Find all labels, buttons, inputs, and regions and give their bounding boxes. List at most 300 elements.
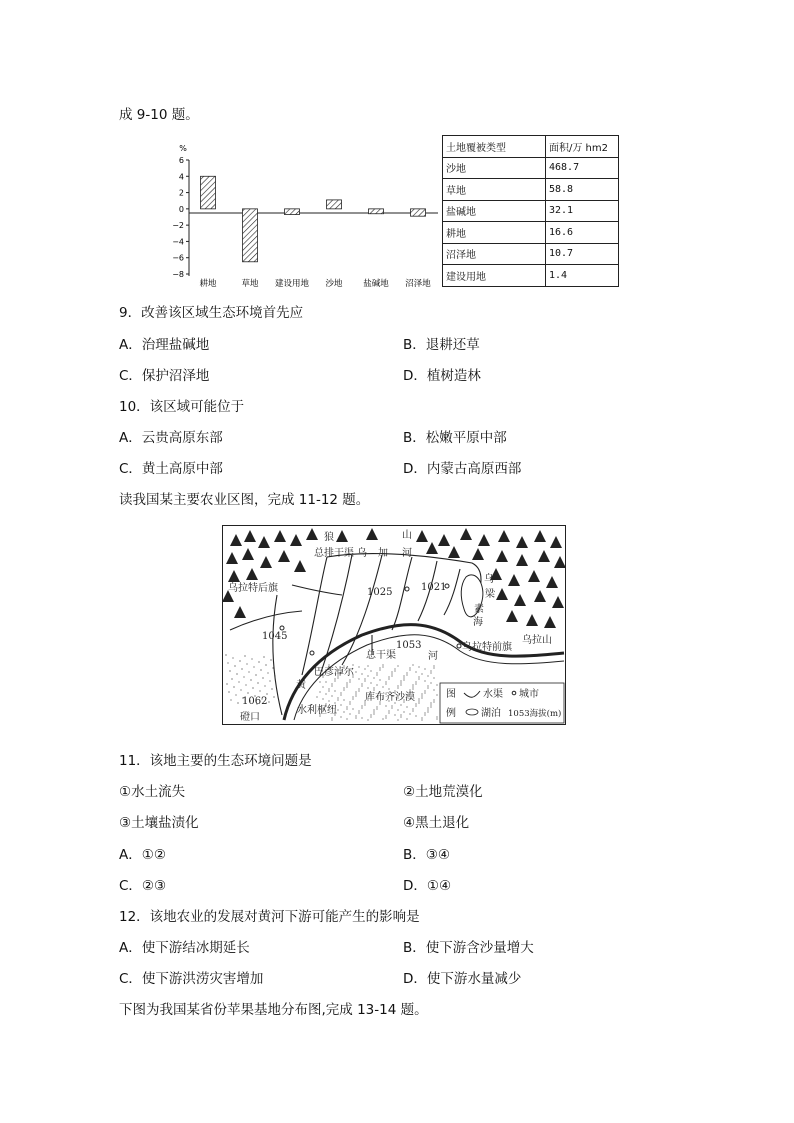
desert-dot	[424, 668, 425, 669]
table-row	[443, 179, 619, 201]
desert-dot	[231, 678, 232, 679]
desert-dot	[352, 708, 353, 709]
desert-dot	[334, 680, 335, 681]
desert-dot	[382, 718, 383, 719]
desert-dot	[319, 691, 320, 692]
table-header-row	[443, 136, 619, 158]
y-tick-label: 4	[178, 172, 184, 182]
map-label-he-top: 河	[402, 548, 412, 559]
desert-dot	[352, 696, 353, 697]
desert-dot	[270, 659, 271, 660]
desert-dot	[430, 702, 431, 703]
desert-dot	[394, 714, 395, 715]
desert-dot	[373, 713, 374, 714]
map-label-e1025: 1025	[367, 587, 393, 598]
legend-lake-icon	[466, 709, 478, 715]
map-label-su: 素	[474, 604, 484, 615]
x-category-label: 沼泽地	[405, 279, 431, 289]
legend-city: 城市	[519, 689, 539, 700]
desert-dot	[229, 670, 230, 671]
desert-dot	[239, 660, 240, 661]
desert-dot	[382, 666, 383, 667]
desert-dot	[430, 672, 431, 673]
intro-text-11-12: 读我国某主要农业区图，完成 11-12 题。	[119, 492, 370, 508]
desert-dot	[379, 667, 380, 668]
desert-dot	[370, 714, 371, 715]
desert-dot	[409, 669, 410, 670]
desert-dot	[367, 665, 368, 666]
desert-dot	[240, 689, 241, 690]
map-label-wulatehouqi: 乌拉特后旗	[228, 583, 278, 594]
table-cell: 沙地	[443, 157, 546, 179]
desert-dot	[424, 712, 425, 713]
desert-dot	[400, 682, 401, 683]
desert-dot	[388, 676, 389, 677]
desert-dot	[373, 709, 374, 710]
desert-dot	[391, 707, 392, 708]
desert-dot	[391, 673, 392, 674]
desert-dot	[436, 718, 437, 719]
q11-option-a[interactable]: A．①②	[119, 847, 166, 863]
desert-dot	[376, 672, 377, 673]
desert-dot	[226, 683, 227, 684]
desert-dot	[418, 666, 419, 667]
q11-option-d[interactable]: D．①④	[403, 878, 452, 894]
table-cell: 16.6	[546, 222, 619, 244]
desert-dot	[433, 677, 434, 678]
desert-dot	[412, 708, 413, 709]
desert-dot	[355, 695, 356, 696]
desert-dot	[235, 694, 236, 695]
map-label-lang: 狼	[324, 532, 334, 543]
desert-dot	[230, 699, 231, 700]
desert-dot	[355, 671, 356, 672]
y-axis-unit: %	[179, 144, 187, 153]
map-label-zongganqu: 总干渠	[366, 650, 396, 661]
q12-option-b[interactable]: B．使下游含沙量增大	[403, 940, 534, 956]
desert-dot	[412, 664, 413, 665]
desert-dot	[340, 716, 341, 717]
desert-dot	[385, 717, 386, 718]
desert-dot	[355, 693, 356, 694]
y-tick-label: −2	[172, 221, 184, 231]
desert-dot	[253, 666, 254, 667]
desert-dot	[358, 690, 359, 691]
desert-dot	[364, 668, 365, 669]
desert-dot	[361, 717, 362, 718]
desert-dot	[415, 715, 416, 716]
desert-dot	[331, 683, 332, 684]
desert-dot	[433, 699, 434, 700]
desert-dot	[250, 679, 251, 680]
desert-dot	[340, 694, 341, 695]
desert-dot	[260, 669, 261, 670]
desert-dot	[424, 680, 425, 681]
desert-dot	[418, 678, 419, 679]
x-category-label: 建设用地	[274, 279, 310, 289]
desert-dot	[433, 701, 434, 702]
desert-dot	[436, 716, 437, 717]
desert-dot	[430, 670, 431, 671]
x-category-label: 草地	[241, 279, 259, 289]
desert-dot	[373, 689, 374, 690]
q10-option-c[interactable]: C．黄土高原中部	[119, 461, 223, 477]
desert-dot	[427, 707, 428, 708]
desert-dot	[252, 687, 253, 688]
desert-dot	[343, 687, 344, 688]
q12-option-d[interactable]: D．使下游水量减少	[403, 971, 522, 987]
desert-dot	[361, 673, 362, 674]
desert-dot	[427, 687, 428, 688]
desert-dot	[415, 705, 416, 706]
desert-dot	[436, 694, 437, 695]
desert-dot	[251, 658, 252, 659]
map-label-e1021: 1021	[421, 582, 447, 593]
y-tick-label: 0	[178, 204, 184, 214]
desert-dot	[248, 671, 249, 672]
desert-dot	[352, 664, 353, 665]
x-category-label: 沙地	[325, 279, 343, 289]
desert-dot	[391, 671, 392, 672]
q10-option-d[interactable]: D．内蒙古高原西部	[403, 461, 522, 477]
table-row	[443, 222, 619, 244]
desert-dot	[409, 667, 410, 668]
desert-dot	[385, 683, 386, 684]
map-label-e1053: 1053	[396, 640, 422, 651]
desert-dot	[361, 705, 362, 706]
table-cell: 沼泽地	[443, 243, 546, 265]
desert-dot	[427, 711, 428, 712]
table-cell: 盐碱地	[443, 200, 546, 222]
desert-dot	[388, 712, 389, 713]
desert-dot	[376, 708, 377, 709]
map-label-e1062: 1062	[242, 696, 268, 707]
desert-dot	[264, 685, 265, 686]
desert-dot	[334, 690, 335, 691]
table-row	[443, 157, 619, 179]
desert-dot	[373, 711, 374, 712]
table-cell: 32.1	[546, 200, 619, 222]
desert-dot	[243, 676, 244, 677]
desert-dot	[367, 719, 368, 720]
desert-dot	[247, 692, 248, 693]
desert-dot	[400, 714, 401, 715]
desert-dot	[237, 702, 238, 703]
q9-option-c[interactable]: C．保护沼泽地	[119, 368, 210, 384]
q12-option-a[interactable]: A．使下游结冰期延长	[119, 940, 250, 956]
map-label-bayannaoer: 巴彦淖尔	[314, 667, 354, 678]
map-label-wulashan: 乌拉山	[522, 635, 552, 646]
q12-option-c[interactable]: C．使下游洪涝灾害增加	[119, 971, 264, 987]
desert-dot	[343, 711, 344, 712]
desert-dot	[337, 697, 338, 698]
desert-dot	[400, 704, 401, 705]
desert-dot	[379, 703, 380, 704]
desert-dot	[385, 681, 386, 682]
land-change-bar-chart	[168, 138, 440, 290]
desert-dot	[319, 681, 320, 682]
desert-dot	[355, 717, 356, 718]
desert-dot	[244, 655, 245, 656]
desert-dot	[343, 699, 344, 700]
desert-dot	[238, 681, 239, 682]
desert-dot	[225, 654, 226, 655]
desert-dot	[421, 697, 422, 698]
desert-dot	[400, 716, 401, 717]
land-cover-table	[442, 135, 619, 287]
legend-canal: 水渠	[483, 689, 503, 700]
legend-tu: 图	[446, 689, 456, 700]
desert-dot	[421, 717, 422, 718]
table-row	[443, 200, 619, 222]
table-cell: 草地	[443, 179, 546, 201]
map-label-liang: 梁	[485, 589, 495, 600]
desert-dot	[418, 702, 419, 703]
q9-option-a[interactable]: A．治理盐碱地	[119, 337, 210, 353]
desert-dot	[346, 684, 347, 685]
desert-dot	[409, 713, 410, 714]
desert-dot	[406, 672, 407, 673]
desert-dot	[400, 684, 401, 685]
desert-dot	[379, 679, 380, 680]
q10-option-a[interactable]: A．云贵高原东部	[119, 430, 223, 446]
q11-statement-3: ③土壤盐渍化	[119, 815, 199, 831]
desert-dot	[322, 698, 323, 699]
desert-dot	[376, 674, 377, 675]
desert-dot	[271, 688, 272, 689]
desert-dot	[394, 670, 395, 671]
desert-dot	[421, 719, 422, 720]
legend-elev: 1053海拔(m)	[508, 709, 562, 719]
desert-dot	[403, 711, 404, 712]
question-12-stem: 12．该地农业的发展对黄河下游可能产生的影响是	[119, 909, 420, 925]
bar-2	[285, 209, 300, 215]
map-label-zongpai: 总排干渠	[314, 548, 354, 559]
table-header-area: 面积/万 hm2	[546, 136, 619, 158]
desert-dot	[236, 673, 237, 674]
table-cell: 58.8	[546, 179, 619, 201]
desert-dot	[228, 691, 229, 692]
table-row	[443, 265, 619, 287]
legend-lake: 湖泊	[481, 708, 501, 719]
desert-dot	[328, 700, 329, 701]
desert-dot	[233, 686, 234, 687]
desert-dot	[331, 719, 332, 720]
desert-dot	[418, 698, 419, 699]
desert-dot	[415, 681, 416, 682]
legend-li: 例	[446, 708, 456, 719]
map-label-jia: 加	[378, 548, 388, 559]
table-cell: 1.4	[546, 265, 619, 287]
desert-dot	[412, 688, 413, 689]
bar-4	[369, 209, 384, 214]
y-tick-label: 6	[178, 156, 184, 165]
desert-dot	[421, 693, 422, 694]
map-label-hai: 海	[473, 617, 483, 628]
desert-dot	[415, 703, 416, 704]
table-cell: 468.7	[546, 157, 619, 179]
map-legend	[440, 683, 564, 723]
q11-option-b[interactable]: B．③④	[403, 847, 450, 863]
desert-dot	[385, 705, 386, 706]
table-header-type: 土地覆被类型	[443, 136, 546, 158]
desert-dot	[263, 656, 264, 657]
desert-dot	[373, 687, 374, 688]
y-tick-label: −4	[172, 237, 184, 247]
desert-dot	[273, 696, 274, 697]
desert-dot	[427, 675, 428, 676]
desert-dot	[361, 683, 362, 684]
desert-dot	[415, 671, 416, 672]
desert-dot	[388, 678, 389, 679]
bar-1	[243, 209, 258, 262]
desert-dot	[331, 717, 332, 718]
desert-dot	[364, 704, 365, 705]
desert-dot	[421, 673, 422, 674]
desert-dot	[241, 668, 242, 669]
desert-dot	[412, 710, 413, 711]
q9-option-d[interactable]: D．植树造林	[403, 368, 481, 384]
desert-dot	[246, 663, 247, 664]
desert-dot	[355, 691, 356, 692]
desert-dot	[424, 714, 425, 715]
map-label-huang: 黄	[296, 680, 306, 691]
desert-dot	[266, 693, 267, 694]
desert-dot	[358, 688, 359, 689]
desert-dot	[397, 709, 398, 710]
desert-dot	[346, 708, 347, 709]
desert-dot	[415, 683, 416, 684]
desert-dot	[358, 666, 359, 667]
q11-statement-2: ②土地荒漠化	[403, 784, 483, 800]
desert-dot	[376, 706, 377, 707]
map-label-wujia: 乌	[357, 548, 367, 559]
question-10-stem: 10．该区域可能位于	[119, 399, 245, 415]
desert-dot	[349, 681, 350, 682]
desert-dot	[325, 693, 326, 694]
desert-dot	[328, 664, 329, 665]
desert-dot	[433, 667, 434, 668]
y-tick-label: 2	[178, 188, 184, 198]
table-cell: 耕地	[443, 222, 546, 244]
desert-dot	[343, 689, 344, 690]
desert-dot	[373, 677, 374, 678]
desert-dot	[340, 704, 341, 705]
desert-dot	[358, 710, 359, 711]
desert-dot	[403, 675, 404, 676]
desert-dot	[346, 718, 347, 719]
desert-dot	[424, 690, 425, 691]
desert-dot	[406, 674, 407, 675]
y-tick-label: −8	[172, 270, 184, 279]
desert-dot	[349, 679, 350, 680]
desert-dot	[322, 686, 323, 687]
y-tick-label: −6	[172, 253, 184, 263]
intro-text-13-14: 下图为我国某省份苹果基地分布图,完成 13-14 题。	[119, 1002, 428, 1018]
desert-dot	[346, 682, 347, 683]
desert-dot	[367, 687, 368, 688]
desert-dot	[370, 670, 371, 671]
desert-dot	[316, 696, 317, 697]
table-cell: 10.7	[546, 243, 619, 265]
x-category-label: 盐碱地	[363, 279, 389, 289]
desert-dot	[331, 685, 332, 686]
desert-dot	[255, 674, 256, 675]
desert-dot	[391, 675, 392, 676]
q11-statement-1: ①水土流失	[119, 784, 186, 800]
desert-dot	[382, 664, 383, 665]
desert-dot	[245, 684, 246, 685]
desert-dot	[259, 690, 260, 691]
desert-dot	[430, 704, 431, 705]
desert-dot	[412, 686, 413, 687]
agricultural-region-map	[222, 525, 566, 725]
desert-dot	[397, 687, 398, 688]
desert-dot	[436, 684, 437, 685]
desert-dot	[397, 685, 398, 686]
desert-dot	[427, 709, 428, 710]
map-label-he-mid: 河	[428, 651, 438, 662]
desert-dot	[361, 685, 362, 686]
bar-3	[327, 200, 342, 209]
question-9-stem: 9．改善该区域生态环境首先应	[119, 305, 304, 321]
desert-dot	[370, 716, 371, 717]
desert-dot	[403, 677, 404, 678]
desert-dot	[406, 706, 407, 707]
desert-dot	[331, 695, 332, 696]
desert-dot	[427, 685, 428, 686]
desert-dot	[400, 680, 401, 681]
desert-dot	[232, 657, 233, 658]
desert-dot	[227, 662, 228, 663]
q9-option-b[interactable]: B．退耕还草	[403, 337, 480, 353]
desert-dot	[388, 710, 389, 711]
desert-dot	[391, 705, 392, 706]
map-label-wu-lake: 乌	[484, 574, 494, 585]
desert-dot	[409, 689, 410, 690]
desert-dot	[334, 678, 335, 679]
table-row	[443, 243, 619, 265]
desert-dot	[334, 702, 335, 703]
map-label-kubuqi: 库布齐沙漠	[365, 692, 415, 703]
map-label-e1045: 1045	[262, 631, 288, 642]
map-label-shuili: 水利枢纽	[297, 705, 337, 716]
map-label-wulateqianqi: 乌拉特前旗	[462, 642, 512, 653]
desert-dot	[424, 692, 425, 693]
map-label-dengkou: 磴口	[240, 712, 260, 723]
desert-dot	[385, 715, 386, 716]
desert-dot	[418, 700, 419, 701]
desert-dot	[340, 692, 341, 693]
desert-dot	[269, 680, 270, 681]
question-11-stem: 11．该地主要的生态环境问题是	[119, 753, 312, 769]
desert-dot	[388, 688, 389, 689]
q10-option-b[interactable]: B．松嫩平原中部	[403, 430, 507, 446]
desert-dot	[397, 719, 398, 720]
desert-dot	[361, 707, 362, 708]
desert-dot	[346, 686, 347, 687]
desert-dot	[346, 706, 347, 707]
q11-option-c[interactable]: C．②③	[119, 878, 167, 894]
desert-dot	[355, 715, 356, 716]
desert-dot	[430, 706, 431, 707]
q11-statement-4: ④黑土退化	[403, 815, 470, 831]
desert-dot	[370, 682, 371, 683]
desert-dot	[328, 688, 329, 689]
bar-5	[411, 209, 426, 216]
desert-dot	[267, 672, 268, 673]
desert-dot	[364, 678, 365, 679]
